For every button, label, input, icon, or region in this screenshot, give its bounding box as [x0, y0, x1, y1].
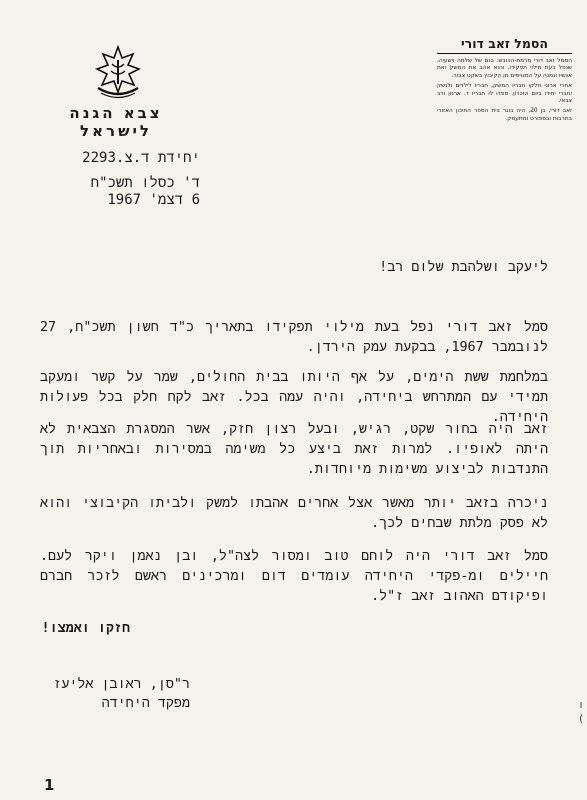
- letter-greeting: ליעקב ושלהבת שלום רב!: [379, 260, 548, 275]
- edge-mark: (: [578, 714, 585, 725]
- hebrew-date: ד' כסלו תשכ"ח: [90, 175, 200, 191]
- organization-name: צבא הגנה לישראל: [69, 104, 163, 140]
- letter-paragraph: במלחמת ששת הימים, על אף היותו בבית החולים, שמר על קשר ומעקב תמידי עם המתרחש ביחידה, והיה עמה בכל. זאב לקח חלק בכל פעולות היחידה.: [40, 370, 548, 425]
- page-number: 1: [44, 776, 55, 794]
- letter-paragraph: זאב היה בחור שקט, רגיש, ובעל רצון חזק, אשר המסגרת הצבאית לא היתה לאופיו. למרות זאת ביצע כל משימה במסירות ובאחריות תוך התנדבות לביצוע משימות מיוחדות.: [40, 422, 548, 477]
- clipping-paragraph: זאב דורי, בן 20, היה בוגר בית הספר התיכון האזורי בתרבות ובספורט ומתעמק.: [437, 108, 572, 122]
- signatory-title: מפקד היחידה: [101, 696, 190, 711]
- clipping-paragraph: הסמל זאב דורי מרמת-הכובש. בנם של שלמה וישעיה. שנפל בעת מילוי תפקידו. והוא אהב את המשק ואת אנשיו ונמנה על המגויסים מן הקיבוץ בשקט צבור.: [437, 58, 572, 79]
- letter-paragraph: ניכרה בזאב יותר מאשר אצל אחרים אהבתו למשק ולביתו הקיבוצי והוא לא פסק מלתת שבחים לכך.: [40, 496, 548, 531]
- clipping-title: הסמל זאב דורי: [437, 36, 572, 54]
- edge-mark: ו: [578, 700, 585, 711]
- unit-designation: יחידת ד.צ.2293: [82, 150, 200, 166]
- letter-closing: חזקו ואמצו!: [41, 621, 130, 636]
- newspaper-clipping: [437, 36, 572, 169]
- signatory-name: ר"סן, ראובן אליעז: [53, 677, 190, 692]
- letter-paragraph: סמל זאב דורי נפל בעת מילוי תפקידו בתאריך כ"ד חשון תשכ"ח, 27 לנובמבר 1967, בבקעת עמק הירדן.: [40, 320, 548, 355]
- idf-emblem-icon: [92, 44, 144, 102]
- clipping-paragraph: אחרי ארוני חלקו חבריו המשק, חבריו לילדים ולנשק וחברי יחידו ביום הזכרון. ספדו לו חבריו ד. ארנון ורב צבאי.: [437, 83, 572, 105]
- gregorian-date: 6 דצמ' 1967: [107, 192, 200, 208]
- letter-paragraph: סמל זאב דורי היה לוחם טוב ומסור לצה"ל, ובן נאמן ויקר לעם. חיילים ומ-פקדי היחידה עומדים דום ומרכינים ראשם לזכר חברם ופיקודם האהוב זאב ז"ל.: [40, 549, 548, 604]
